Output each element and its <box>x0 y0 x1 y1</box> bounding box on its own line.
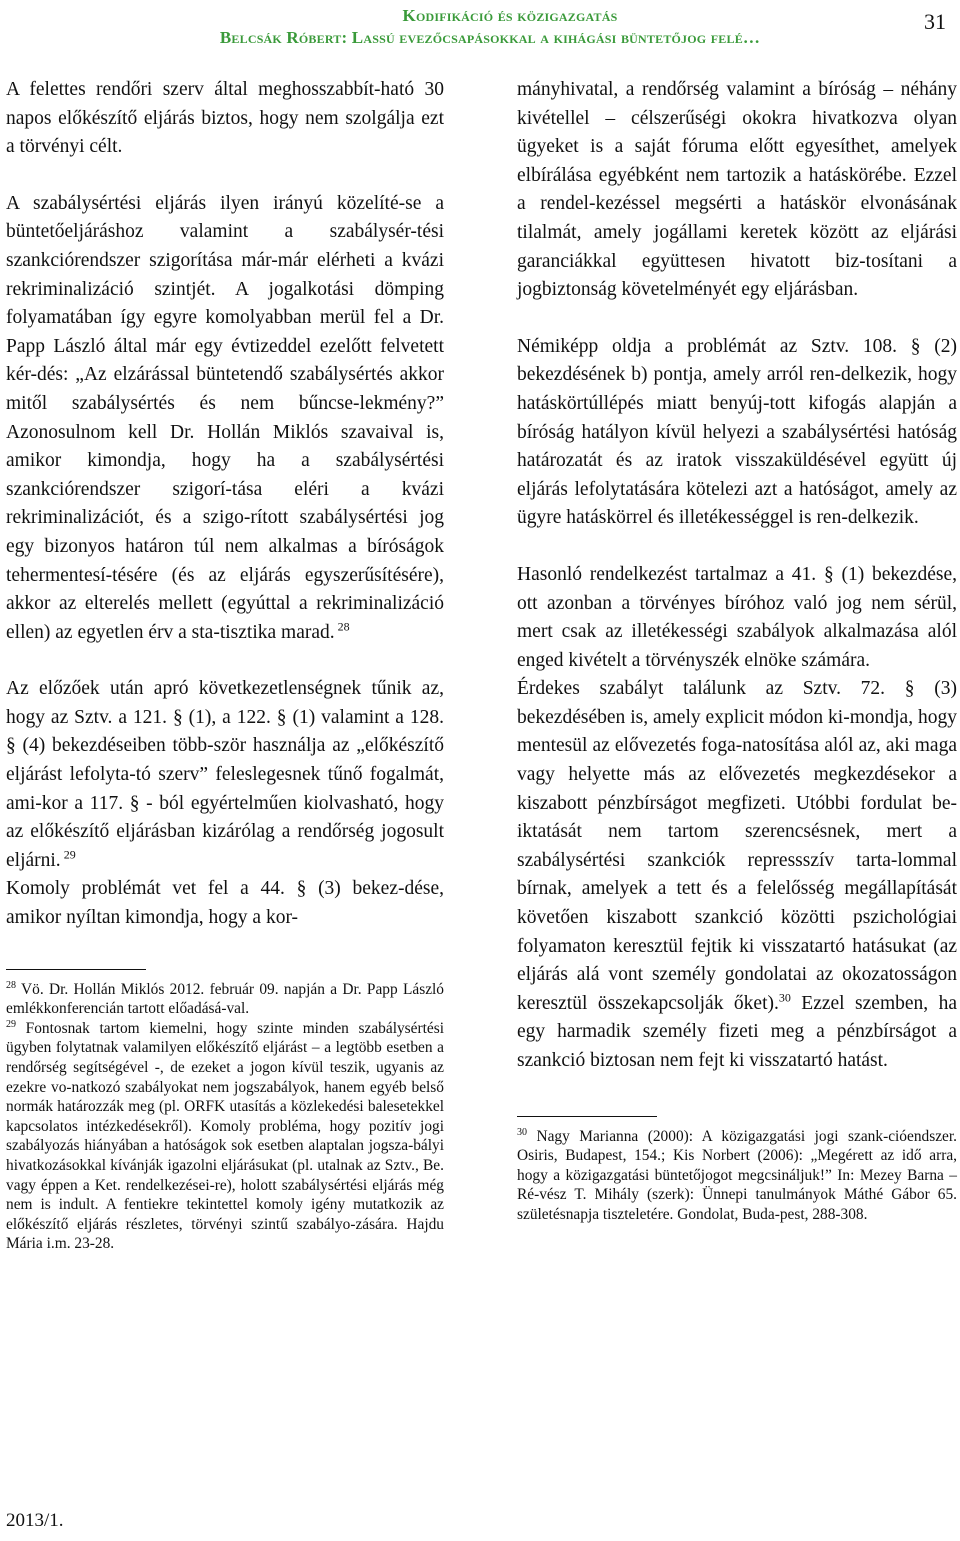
right-column <box>517 76 957 1225</box>
footnote-ref[interactable]: 30 <box>778 990 791 1005</box>
paragraph: mányhivatal, a rendőrség valamint a bíróság – néhány kivétellel – célszerűségi okokra hivatkozva olyan ügyeket is a saját fóruma előtt egyesíthet, amelyek elbírálása egyébként nem tartozik a hatáskörébe. Ezzel a rendel-kezéssel megsérti a hatáskör elvonásának tilalmát, amely jogállami keretek között az eljárási garanciákkal együttesen hivatott biz-tosítani a jogbiztonság követelményét egy eljárásban. <box>517 79 957 301</box>
paragraph-text: Ezzel szemben, ha egy harmadik személy fizeti meg a pénzbírságot a szankció biztosan nem fejt ki visszatartó hatást. <box>517 992 958 1071</box>
footnote-ref[interactable]: 28 <box>337 619 350 634</box>
article-title: Belcsák Róbert: Lassú evezőcsapásokkal a kihágási büntetőjog felé… <box>219 28 761 47</box>
paragraph-text: Az előzőek után apró következetlenségnek tűnik az, hogy az Sztv. a 121. § (1), a 122. § (1) valamint a 128. § (4) bekezdéseiben több-ször használja az „előkészítő eljárást lefolyta-tó szerv” feleslegesnek tűnő fogalmát, ami-kor a 117. § - ból egyértelműen kiolvasható, hogy az előkészítő eljárásban kizárólag a rendőrség jogosult eljárni. <box>6 678 444 871</box>
paragraph <box>6 190 444 648</box>
paragraph <box>6 675 444 875</box>
footnote-ref[interactable]: 29 <box>63 847 76 862</box>
issue-number: 2013/1. <box>6 1510 64 1531</box>
footnote: $^{28}$ Vö. Dr. Hollán Miklós 2012. február 09. napján a Dr. Papp László emlékkonferencián tartott előadásá-val. <box>6 979 444 1018</box>
paragraph: Hasonló rendelkezést tartalmaz a 41. § (1) bekezdése, ott azonban a törvényes bíróhoz való jog nem sérül, mert csak az illetékességi szabályok alkalmazása alól enged kivételt a törvényszék elnöke számára. <box>517 563 957 671</box>
footnote: $^{29}$ Fontosnak tartom kiemelni, hogy szinte minden szabálysértési ügyben folytatnak valamilyen előkészítő eljárást – a legtöbb esetben a rendőrség segítségével -, de ezeket a jogon kívül teszik, ugyanis az ezekre vo-natkozó szabályokat nem jogszabályok, hanem egyéb belső normák határozzák meg (pl. ORFK utasítás a közlekedési balesetekkel kapcsolatos intézkedésekről). Komoly probléma, hogy pozitív jogi szabályozás hiányában a hatóságok sok esetben alaptalan jogsza-bályi hivatkozásokkal kívánják igazolni eljárásukat (pl. utalnak az Sztv., Be. vagy éppen a Ket. rendelkezései-re), holott szabálysértési eljárás még nem is indult. A fentiekre tekintettel komoly igény mutatkozik az előkészítő eljárás részletes, törvényi szintű szabályo-zására. Hajdu Mária i.m. 23-28. <box>6 1018 444 1253</box>
paragraph: Némiképp oldja a problémát az Sztv. 108. § (2) bekezdésének b) pontja, amely arról ren-delkezik, hogy hatáskörtúllépés miatt benyúj-tott kifogás alapján a bíróság hatályon kívül helyezi a szabálysértési hatóság határozatát és az iratok visszaküldésével együtt új eljárás lefolytatására kötelezi azt a hatóságot, amely az ügyre hatáskörrel és illetékességgel is ren-delkezik. <box>517 335 957 529</box>
page-number: 31 <box>924 9 946 34</box>
paragraph-text: A szabálysértési eljárás ilyen irányú közelíté-se a büntetőeljáráshoz valamint a szabálysér-tési szankciórendszer szigorítása már-már elérheti a kvázi rekriminalizáció szintjét. A jogalkotási dömping folyamatában így egyre komolyabban merül fel a Dr. Papp László által már egy évtizeddel ezelőtt felvetett kér-dés: „Az elzárással büntetendő szabálysértés akkor mitől szabálysértés és nem bűncse-lekmény?” Azonosulnom kell Dr. Hollán Miklós szavaival is, amikor kimondja, hogy ha a szabálysértési szankciórendszer szigorí-tása eléri a kvázi rekriminalizációt, és a szigo-rított szabálysértési jog egy bizonyos határon túl nem alkalmas a bíróságok tehermentesí-tésére (és az eljárás egyszerűsítésére), akkor az elterelés mellett (egyúttal a rekriminalizáció ellen) az egyetlen érv a sta-tisztika marad. <box>6 192 444 643</box>
footnote: $^{30}$ Nagy Marianna (2000): A közigazgatási jogi szank-cióendszer. Osiris, Budapest, 154.; Kis Norbert (2006): „Megérett az idő arra, hogy a közigazgatási büntetőjogot megcsináljuk!” In: Mezey Barna – Ré-vész T. Mihály (szerk): Ünnepi tanulmányok Máthé Gábor 65. születésnapja tiszteletére. Gondolat, Buda-pest, 288-308. <box>517 1126 957 1223</box>
paragraph: Komoly problémát vet fel a 44. § (3) bekez-dése, amikor nyíltan kimondja, hogy a kor- <box>6 878 444 929</box>
paragraph-text: Érdekes szabályt találunk az Sztv. 72. § (3) bekezdésében is, amely explicit módon ki-mondja, hogy mentesül az elővezetés foga-natosítása alól az, aki maga vagy helyette más az elővezetés megkezdésekor a kiszabott pénzbírságot megfizeti. Utóbbi fordulat be-iktatását nem tartom szerencsésnek, mert a szabálysértési szankciók repressszív tarta-lommal bírnak, amelyek a tett és a felelősség megállapítását követően kiszabott szankció közötti pszichológiai folyamaton keresztül fejtik ki visszatartó hatásukat (az eljárás alá vont személy gondolatai az okozatosságon keresztül összekapcsolják őket). <box>517 678 957 1014</box>
running-header <box>0 4 960 48</box>
paragraph: A felettes rendőri szerv által meghosszabbít-ható 30 napos előkészítő eljárás biztos, hogy nem szolgálja ezt a törvényi célt. <box>6 79 444 158</box>
left-column <box>6 76 444 1254</box>
journal-title: Kodifikáció és közigazgatás <box>402 6 618 25</box>
paragraph <box>517 675 957 1075</box>
